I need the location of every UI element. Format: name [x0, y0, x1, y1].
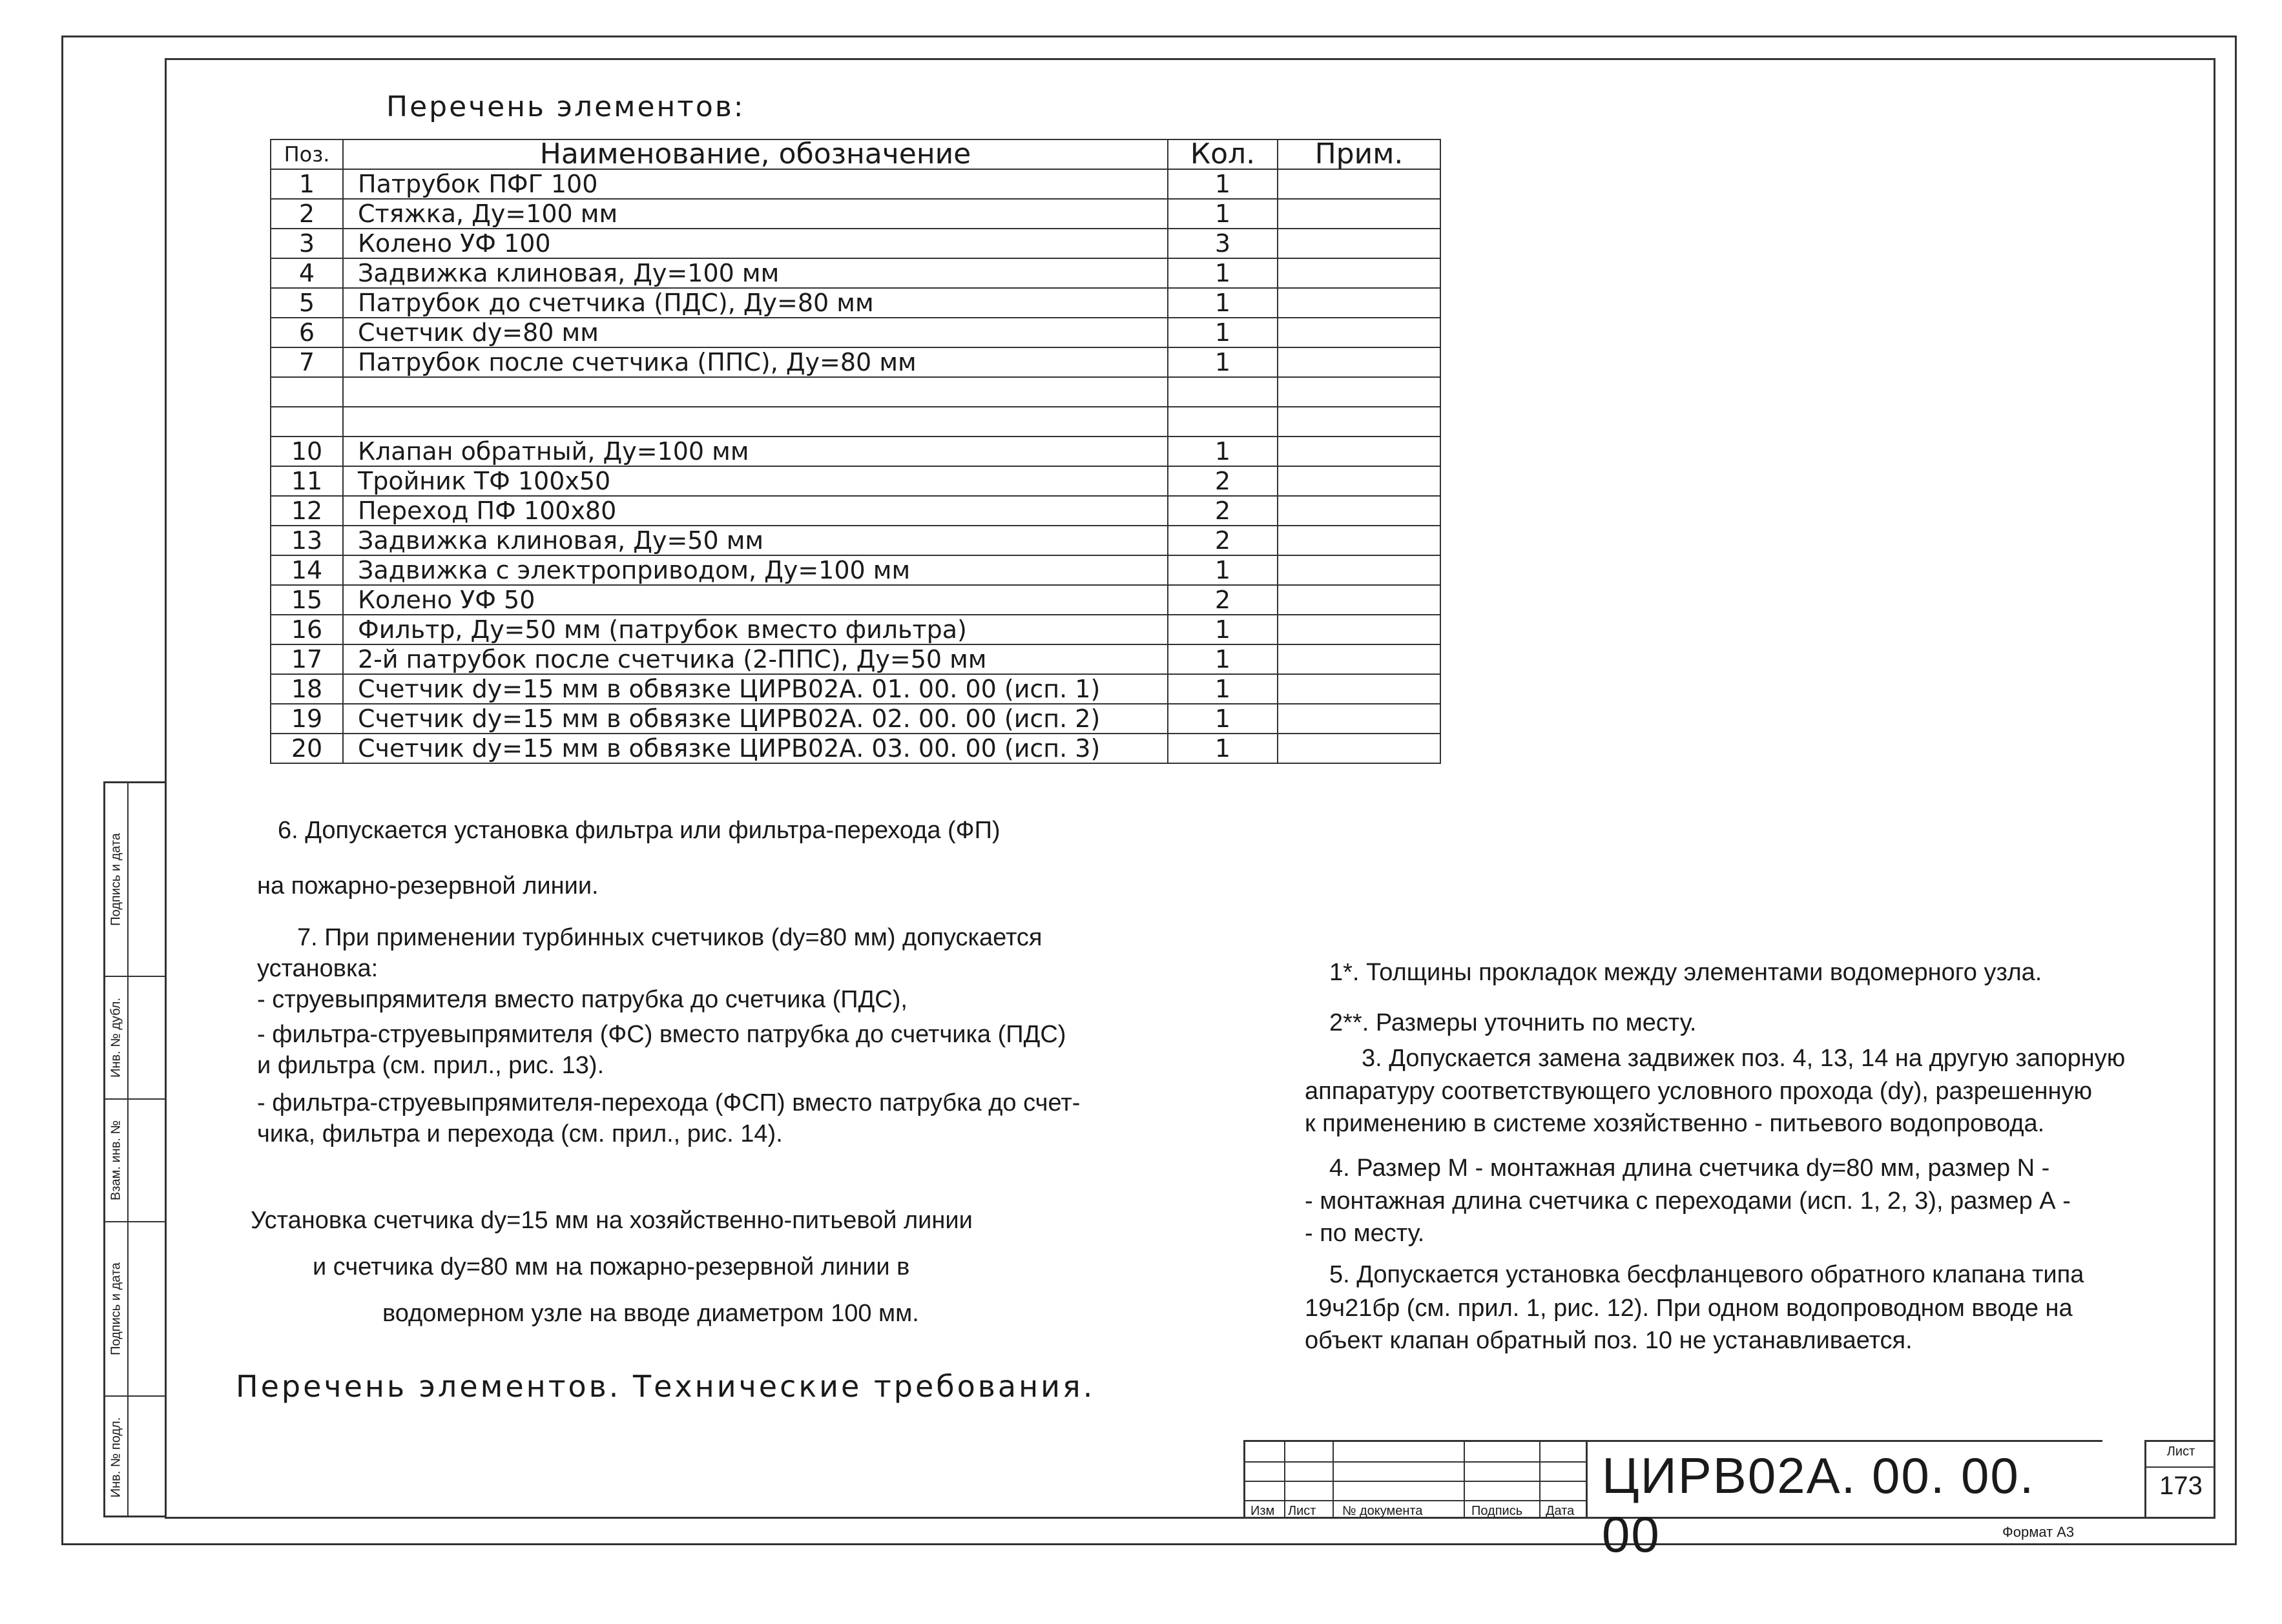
- table-row: [271, 377, 1440, 407]
- cell-pos: 17: [271, 644, 343, 674]
- header-pos: Поз.: [271, 139, 343, 169]
- cell-note: [1278, 555, 1440, 585]
- header-qty: Кол.: [1168, 139, 1278, 169]
- cell-pos: 4: [271, 258, 343, 288]
- table-row: [271, 466, 1440, 496]
- table-row: [271, 199, 1440, 229]
- cell-pos: 19: [271, 704, 343, 734]
- cell-name: Патрубок ПФГ 100: [343, 169, 1168, 199]
- tb-label-doc: № документа: [1342, 1504, 1423, 1518]
- cell-note: [1278, 377, 1440, 407]
- cell-pos: 7: [271, 347, 343, 377]
- margin-cell-signature-date: Подпись и дата: [105, 1222, 165, 1397]
- elements-table: [270, 139, 1441, 764]
- note-3-line3: к применению в системе хозяйственно - питьевого водопровода.: [1305, 1110, 2045, 1137]
- tb-label-izm: Изм: [1250, 1504, 1275, 1518]
- note-1: 1*. Толщины прокладок между элементами водомерного узла.: [1329, 959, 2042, 986]
- table-row: [271, 615, 1440, 644]
- cell-qty: [1168, 407, 1278, 437]
- cell-qty: 3: [1168, 229, 1278, 258]
- revision-grid: [1243, 1440, 1586, 1519]
- cell-name: Тройник ТФ 100х50: [343, 466, 1168, 496]
- note-3-line2: аппаратуру соответствующего условного прохода (dy), разрешенную: [1305, 1078, 2093, 1105]
- cell-name: Задвижка клиновая, Ду=100 мм: [343, 258, 1168, 288]
- tb-label-date: Дата: [1546, 1504, 1575, 1518]
- header-note: Прим.: [1278, 139, 1440, 169]
- cell-note: [1278, 199, 1440, 229]
- cell-note: [1278, 585, 1440, 615]
- cell-note: [1278, 258, 1440, 288]
- cell-note: [1278, 496, 1440, 526]
- cell-pos: 16: [271, 615, 343, 644]
- note-6-line2: на пожарно-резервной линии.: [257, 872, 599, 899]
- cell-name: Задвижка с электроприводом, Ду=100 мм: [343, 555, 1168, 585]
- table-row: [271, 258, 1440, 288]
- cell-pos: [271, 377, 343, 407]
- table-row: [271, 555, 1440, 585]
- cell-pos: 5: [271, 288, 343, 318]
- margin-cell-orig-inv: Инв. № подл.: [105, 1397, 165, 1517]
- table-row: [271, 585, 1440, 615]
- table-row: [271, 229, 1440, 258]
- cell-name: Задвижка клиновая, Ду=50 мм: [343, 526, 1168, 555]
- document-code: ЦИРВ02А. 00. 00. 00: [1602, 1447, 2035, 1563]
- cell-name: Счетчик dy=15 мм в обвязке ЦИРВ02А. 02. 00. 00 (исп. 2): [343, 704, 1168, 734]
- table-row: [271, 347, 1440, 377]
- note-7-line4: - фильтра-струевыпрямителя (ФС) вместо патрубка до счетчика (ПДС): [257, 1021, 1066, 1048]
- cell-qty: 1: [1168, 347, 1278, 377]
- table-row: [271, 169, 1440, 199]
- cell-note: [1278, 466, 1440, 496]
- cell-note: [1278, 526, 1440, 555]
- table-row: [271, 288, 1440, 318]
- cell-qty: 1: [1168, 169, 1278, 199]
- cell-pos: 11: [271, 466, 343, 496]
- table-row: [271, 526, 1440, 555]
- sheet-cell: [2144, 1440, 2215, 1519]
- cell-qty: 1: [1168, 288, 1278, 318]
- cell-note: [1278, 674, 1440, 704]
- cell-note: [1278, 644, 1440, 674]
- cell-name: 2-й патрубок после счетчика (2-ППС), Ду=50 мм: [343, 644, 1168, 674]
- cell-qty: 1: [1168, 704, 1278, 734]
- sheet-number: 173: [2159, 1472, 2203, 1500]
- note-7-line7: чика, фильтра и перехода (см. прил., рис. 14).: [257, 1120, 783, 1147]
- cell-qty: 1: [1168, 734, 1278, 763]
- cell-qty: 1: [1168, 674, 1278, 704]
- cell-pos: 12: [271, 496, 343, 526]
- list-heading: Перечень элементов:: [386, 90, 745, 123]
- cell-qty: 1: [1168, 258, 1278, 288]
- table-row: [271, 318, 1440, 347]
- note-5-line1: 5. Допускается установка бесфланцевого обратного клапана типа: [1329, 1261, 2084, 1288]
- cell-note: [1278, 229, 1440, 258]
- note-7-line6: - фильтра-струевыпрямителя-перехода (ФСП) вместо патрубка до счет-: [257, 1089, 1081, 1116]
- cell-qty: 2: [1168, 585, 1278, 615]
- note-7-line2: установка:: [257, 955, 379, 982]
- cell-pos: 14: [271, 555, 343, 585]
- cell-qty: 2: [1168, 466, 1278, 496]
- note-2: 2**. Размеры уточнить по месту.: [1329, 1009, 1697, 1036]
- cell-note: [1278, 347, 1440, 377]
- header-name: Наименование, обозначение: [343, 139, 1168, 169]
- cell-qty: 2: [1168, 496, 1278, 526]
- cell-name: Патрубок после счетчика (ППС), Ду=80 мм: [343, 347, 1168, 377]
- cell-name: Счетчик dy=15 мм в обвязке ЦИРВ02А. 03. 00. 00 (исп. 3): [343, 734, 1168, 763]
- cell-note: [1278, 318, 1440, 347]
- cell-note: [1278, 407, 1440, 437]
- note-5-line2: 19ч21бр (см. прил. 1, рис. 12). При одном водопроводном вводе на: [1305, 1295, 2073, 1322]
- cell-pos: 6: [271, 318, 343, 347]
- cell-note: [1278, 169, 1440, 199]
- cell-qty: 1: [1168, 437, 1278, 466]
- note-3-line1: 3. Допускается замена задвижек поз. 4, 13, 14 на другую запорную: [1362, 1045, 2126, 1072]
- cell-name: Фильтр, Ду=50 мм (патрубок вместо фильтра): [343, 615, 1168, 644]
- cell-qty: [1168, 377, 1278, 407]
- caption-line2: и счетчика dy=80 мм на пожарно-резервной линии в: [313, 1253, 910, 1280]
- table-row: [271, 734, 1440, 763]
- note-6-line1: 6. Допускается установка фильтра или фильтра-перехода (ФП): [278, 817, 1001, 844]
- table-row: [271, 496, 1440, 526]
- note-7-line5: и фильтра (см. прил., рис. 13).: [257, 1052, 605, 1079]
- table-row: [271, 644, 1440, 674]
- cell-name: Клапан обратный, Ду=100 мм: [343, 437, 1168, 466]
- cell-note: [1278, 734, 1440, 763]
- cell-pos: 15: [271, 585, 343, 615]
- cell-qty: 1: [1168, 615, 1278, 644]
- cell-qty: 1: [1168, 318, 1278, 347]
- cell-qty: 2: [1168, 526, 1278, 555]
- format-label: Формат А3: [2002, 1524, 2075, 1540]
- cell-name: [343, 377, 1168, 407]
- cell-note: [1278, 437, 1440, 466]
- cell-pos: [271, 407, 343, 437]
- margin-cell-replace-inv: Взам. инв. №: [105, 1100, 165, 1222]
- cell-name: [343, 407, 1168, 437]
- table-row: [271, 674, 1440, 704]
- note-4-line3: - по месту.: [1305, 1220, 1425, 1247]
- table-row: [271, 437, 1440, 466]
- note-4-line2: - монтажная длина счетчика с переходами (исп. 1, 2, 3), размер А -: [1305, 1187, 2071, 1215]
- cell-pos: 13: [271, 526, 343, 555]
- tb-label-sign: Подпись: [1471, 1504, 1523, 1518]
- sheet-label: Лист: [2166, 1444, 2195, 1459]
- cell-name: Счетчик dy=80 мм: [343, 318, 1168, 347]
- caption-line3: водомерном узле на вводе диаметром 100 мм.: [382, 1300, 919, 1327]
- note-4-line1: 4. Размер М - монтажная длина счетчика dy=80 мм, размер N -: [1329, 1155, 2050, 1182]
- cell-pos: 10: [271, 437, 343, 466]
- cell-pos: 2: [271, 199, 343, 229]
- cell-name: Переход ПФ 100х80: [343, 496, 1168, 526]
- note-5-line3: объект клапан обратный поз. 10 не устанавливается.: [1305, 1327, 1913, 1354]
- note-7-line1: 7. При применении турбинных счетчиков (dy=80 мм) допускается: [297, 924, 1042, 951]
- cell-name: Счетчик dy=15 мм в обвязке ЦИРВ02А. 01. 00. 00 (исп. 1): [343, 674, 1168, 704]
- note-7-line3: - струевыпрямителя вместо патрубка до счетчика (ПДС),: [257, 986, 908, 1013]
- margin-cell-dup-inv: Инв. № дубл.: [105, 977, 165, 1100]
- cell-qty: 1: [1168, 199, 1278, 229]
- cell-note: [1278, 704, 1440, 734]
- table-header-row: [271, 139, 1440, 169]
- cell-name: Колено УФ 50: [343, 585, 1168, 615]
- tb-label-list: Лист: [1288, 1504, 1316, 1518]
- caption-line1: Установка счетчика dy=15 мм на хозяйственно-питьевой линии: [251, 1207, 973, 1234]
- cell-note: [1278, 615, 1440, 644]
- cell-pos: 1: [271, 169, 343, 199]
- cell-name: Колено УФ 100: [343, 229, 1168, 258]
- cell-name: Патрубок до счетчика (ПДС), Ду=80 мм: [343, 288, 1168, 318]
- table-row: [271, 704, 1440, 734]
- cell-qty: 1: [1168, 644, 1278, 674]
- cell-qty: 1: [1168, 555, 1278, 585]
- table-row: [271, 407, 1440, 437]
- cell-name: Стяжка, Ду=100 мм: [343, 199, 1168, 229]
- cell-pos: 3: [271, 229, 343, 258]
- margin-cell-signature-date-top: Подпись и дата: [105, 783, 165, 977]
- margin-strip: [103, 781, 165, 1517]
- cell-pos: 18: [271, 674, 343, 704]
- cell-note: [1278, 288, 1440, 318]
- sheet-title: Перечень элементов. Технические требования.: [236, 1369, 1095, 1404]
- cell-pos: 20: [271, 734, 343, 763]
